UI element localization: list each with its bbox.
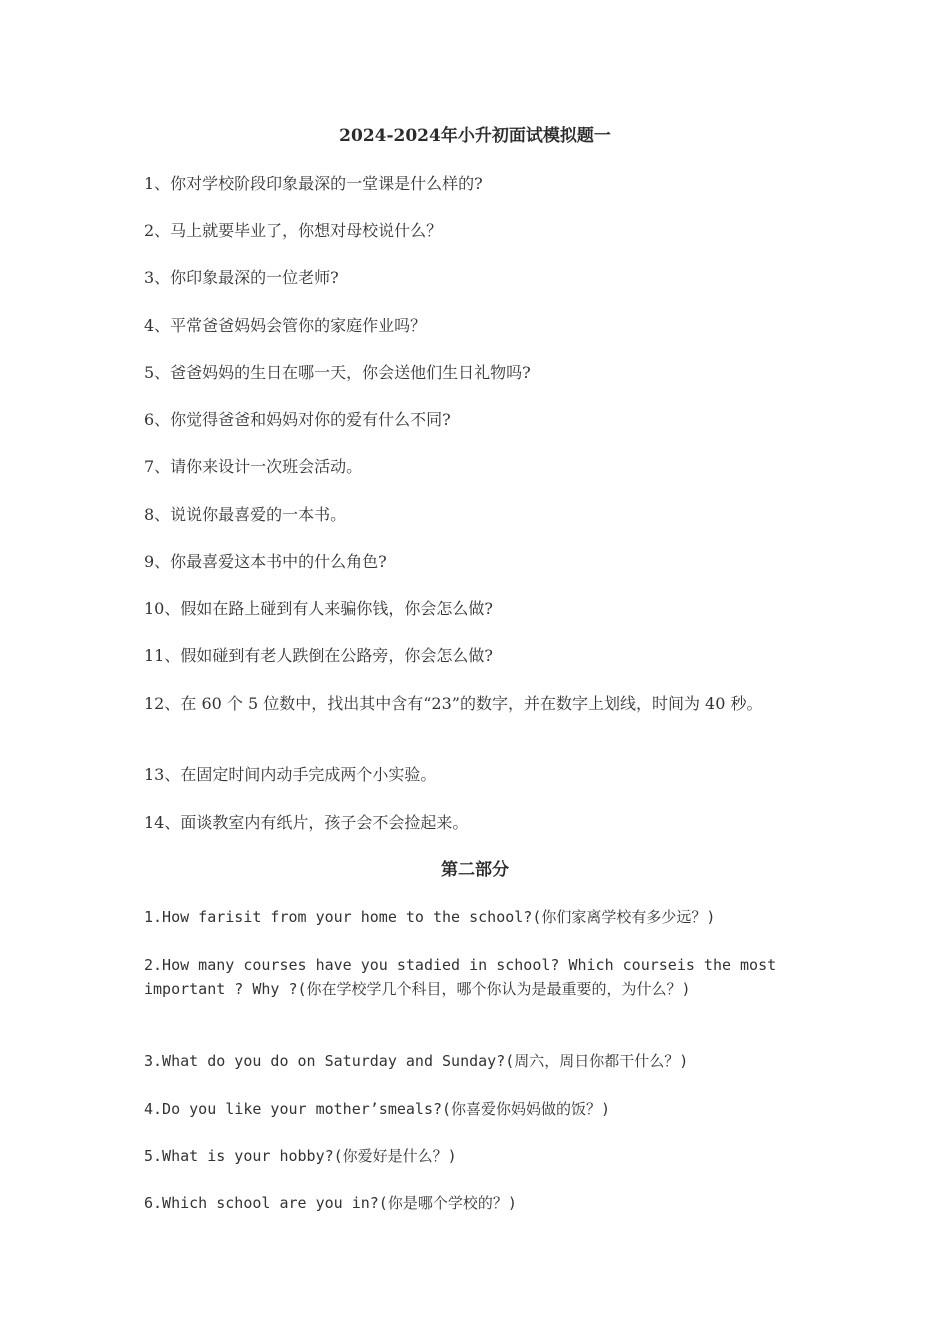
question-9: 9、你最喜爱这本书中的什么角色? bbox=[144, 552, 387, 571]
question-1: 1、你对学校阶段印象最深的一堂课是什么样的? bbox=[144, 174, 483, 193]
question-4: 4、平常爸爸妈妈会管你的家庭作业吗？ bbox=[144, 316, 427, 335]
english-question-4: 4.Do you like your mother’smeals?(你喜爱你妈妈做的饭？) bbox=[144, 1100, 611, 1118]
english-question-2: 2.How many courses have you stadied in school? Which courseis the most important ? Why ?(你在学校学几个科目，哪个你认为是最重要的，为什么？) bbox=[144, 956, 777, 998]
english-question-3: 3.What do you do on Saturday and Sunday?(周六，周日你都干什么？) bbox=[144, 1052, 689, 1070]
english-question-6: 6.Which school are you in?(你是哪个学校的？) bbox=[144, 1194, 517, 1212]
question-6: 6、你觉得爸爸和妈妈对你的爱有什么不同? bbox=[144, 410, 451, 429]
question-5: 5、爸爸妈妈的生日在哪一天，你会送他们生日礼物吗? bbox=[144, 363, 531, 382]
question-7: 7、请你来设计一次班会活动。 bbox=[144, 457, 363, 476]
question-12: 12、在 60 个 5 位数中，找出其中含有“23”的数字，并在数字上划线，时间为 40 秒。 bbox=[144, 694, 763, 713]
question-13: 13、在固定时间内动手完成两个小实验。 bbox=[144, 765, 437, 784]
page-title: 2024-2024年小升初面试模拟题一 bbox=[339, 126, 611, 146]
question-8: 8、说说你最喜爱的一本书。 bbox=[144, 505, 347, 524]
question-14: 14、面谈教室内有纸片，孩子会不会捡起来。 bbox=[144, 813, 469, 832]
english-question-1: 1.How farisit from your home to the school?(你们家离学校有多少远？) bbox=[144, 908, 716, 926]
section-heading: 第二部分 bbox=[441, 860, 509, 880]
english-question-5: 5.What is your hobby?(你爱好是什么？) bbox=[144, 1147, 457, 1165]
question-2: 2、马上就要毕业了，你想对母校说什么？ bbox=[144, 221, 443, 240]
question-3: 3、你印象最深的一位老师? bbox=[144, 268, 339, 287]
question-11: 11、假如碰到有老人跌倒在公路旁，你会怎么做? bbox=[144, 646, 493, 665]
question-10: 10、假如在路上碰到有人来骗你钱，你会怎么做? bbox=[144, 599, 493, 618]
